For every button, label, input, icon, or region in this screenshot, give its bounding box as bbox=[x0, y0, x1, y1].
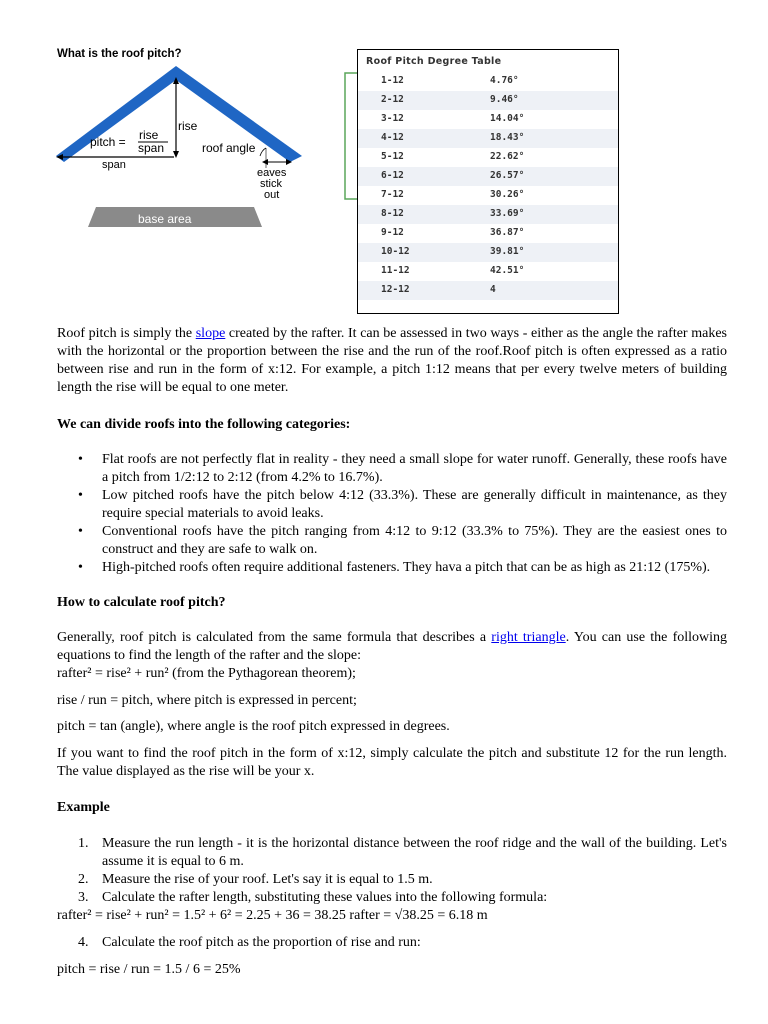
pitch-result: pitch = rise / run = 1.5 / 6 = 25% bbox=[57, 962, 241, 977]
right-triangle-link[interactable]: right triangle bbox=[491, 630, 566, 645]
step-4-list bbox=[57, 934, 727, 952]
pitch-rise-label: rise bbox=[139, 128, 159, 142]
table-row: 6-12 26.57° bbox=[358, 167, 618, 186]
list-item: • High-pitched roofs often require additional fasteners. They hava a pitch that can be as high as 21:12 (175%). bbox=[78, 560, 711, 575]
roof-angle-label: roof angle bbox=[202, 141, 256, 155]
list-item: 1. Measure the run length - it is the horizontal distance between the roof ridge and the wall of the building. Let's assume it is equal to 6 m. bbox=[78, 836, 727, 869]
diagram-title: What is the roof pitch? bbox=[57, 48, 182, 60]
list-item: • Low pitched roofs have the pitch below 4:12 (33.3%). These are generally difficult in maintenance, as they require special materials to avoid leaks. bbox=[78, 488, 727, 521]
list-item: 2. Measure the rise of your roof. Let's say it is equal to 1.5 m. bbox=[78, 872, 433, 887]
pitch-span-label: span bbox=[138, 141, 165, 155]
roof-pitch-diagram bbox=[52, 64, 312, 239]
table-title: Roof Pitch Degree Table bbox=[366, 56, 502, 67]
table-row: 7-12 30.26° bbox=[381, 189, 525, 200]
eaves-label-3: out bbox=[264, 189, 280, 201]
table-row: 3-12 14.04° bbox=[381, 113, 525, 124]
pitch-label: pitch = bbox=[90, 135, 126, 149]
list-item: • Flat roofs are not perfectly flat in reality - they need a small slope for water runoff. Generally, these roofs have a pitch from 1/2:12 to 2:12 (from 4.2% to 16.7%). bbox=[78, 452, 727, 485]
table-row: 1-12 4.76° bbox=[381, 75, 519, 86]
example-heading: Example bbox=[57, 800, 110, 815]
calc-intro-paragraph: Generally, roof pitch is calculated from the same formula that describes a right triangle. You can use the following equations to find the length of the rafter and the slope: rafter² = rise² + run² (from the Pythagorean theorem); bbox=[57, 630, 728, 681]
table-row: 5-12 22.62° bbox=[381, 151, 525, 162]
table-row: 8-12 33.69° bbox=[358, 205, 618, 224]
equation-pitch-angle: pitch = tan (angle), where angle is the roof pitch expressed in degrees. bbox=[57, 719, 450, 734]
categories-heading: We can divide roofs into the following categories: bbox=[57, 417, 351, 432]
table-row: 4-12 18.43° bbox=[358, 129, 618, 148]
table-row: 10-12 39.81° bbox=[358, 243, 618, 262]
equation-pitch-percent: rise / run = pitch, where pitch is expressed in percent; bbox=[57, 693, 357, 708]
list-item: 4. Calculate the roof pitch as the proportion of rise and run: bbox=[78, 935, 421, 950]
table-row: 9-12 36.87° bbox=[381, 227, 525, 238]
eaves-label-1: eaves bbox=[257, 167, 287, 179]
rafter-formula: rafter² = rise² + run² = 1.5² + 6² = 2.25 + 36 = 38.25 rafter = √38.25 = 6.18 m bbox=[57, 908, 488, 923]
base-area-label: base area bbox=[138, 212, 192, 226]
roof-pitch-degree-table bbox=[357, 49, 619, 314]
intro-paragraph: Roof pitch is simply the slope created by the rafter. It can be assessed in two ways - either as the angle the rafter makes with the horizontal or the proportion between the rise and the run of the roof.Roof pitch is often expressed as a ratio between rise and run in the form of x:12. For example, a pitch 1:12 means that per every twelve meters of building length the rise will be equal to one meter. bbox=[57, 326, 727, 395]
eaves-label-2: stick bbox=[260, 178, 282, 190]
rise-label: rise bbox=[178, 119, 198, 133]
x12-paragraph: If you want to find the roof pitch in the form of x:12, simply calculate the pitch and substitute 12 for the run length. The value displayed as the rise will be your x. bbox=[57, 746, 727, 779]
steps-list bbox=[57, 835, 727, 907]
table-row: 11-12 42.51° bbox=[381, 265, 525, 276]
list-item: 3. Calculate the rafter length, substituting these values into the following formula: bbox=[78, 890, 548, 905]
list-item: • Conventional roofs have the pitch ranging from 4:12 to 9:12 (33.3% to 75%). They are the easiest ones to construct and they are safe to walk on. bbox=[78, 524, 727, 557]
span-label: span bbox=[102, 159, 126, 171]
categories-list bbox=[57, 451, 727, 577]
slope-link[interactable]: slope bbox=[195, 326, 226, 341]
table-row: 12-12 4 bbox=[358, 281, 618, 300]
table-rows bbox=[358, 72, 618, 300]
table-row: 2-12 9.46° bbox=[358, 91, 618, 110]
calc-heading: How to calculate roof pitch? bbox=[57, 595, 226, 610]
